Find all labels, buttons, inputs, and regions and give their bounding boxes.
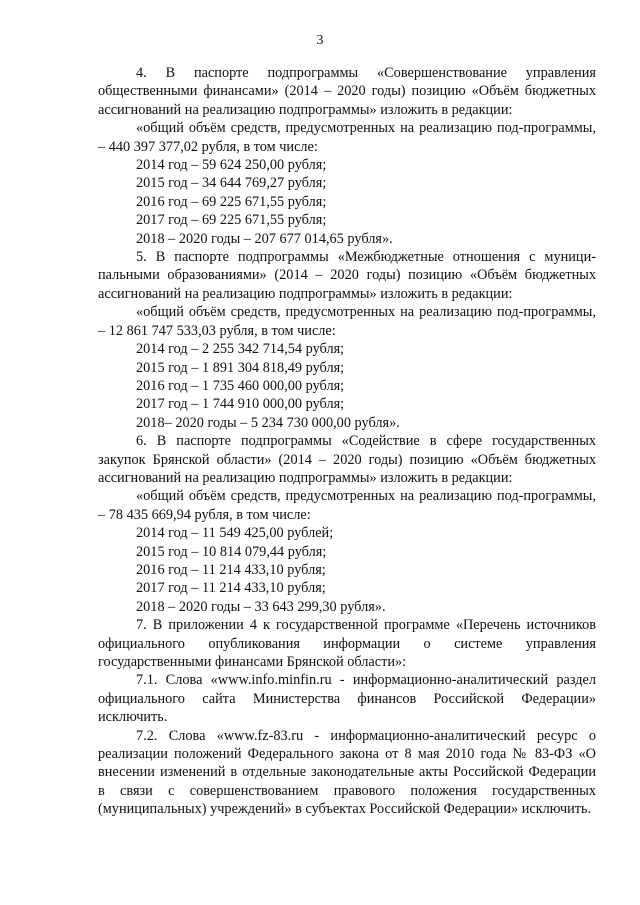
item-6-total: «общий объём средств, предусмотренных на реализацию под-программы, – 78 435 669,94 рубля, в том числе: xyxy=(98,488,596,523)
item-4-year-line: 2017 год – 69 225 671,55 рубля; xyxy=(136,212,327,229)
item-6-year-line: 2018 – 2020 годы – 33 643 299,30 рубля». xyxy=(136,598,386,615)
item-6-year-line: 2016 год – 11 214 433,10 рубля; xyxy=(136,561,326,578)
item-4-year-line: 2018 – 2020 годы – 207 677 014,65 рубля». xyxy=(136,230,393,247)
item-4-intro: 4. В паспорте подпрограммы «Совершенствование управления общественными финансами» (2014 – 2020 годы) позицию «Объём бюджетных ассигнований на реализацию подпрограммы» изложить в редакции: xyxy=(98,65,596,118)
item-5-year-line: 2015 год – 1 891 304 818,49 рубля; xyxy=(136,359,345,376)
item-6-year-line: 2014 год – 11 549 425,00 рублей; xyxy=(136,525,334,542)
item-5-year-line: 2017 год – 1 744 910 000,00 рубля; xyxy=(136,396,345,413)
item-6-year-line: 2017 год – 11 214 433,10 рубля; xyxy=(136,580,326,597)
item-7-2: 7.2. Слова «www.fz-83.ru - информационно-аналитический ресурс о реализации положений Федерального закона от 8 мая 2010 года № 83-ФЗ «О внесении изменений в отдельные законодательные акты Российской Федерации в связи с совершенствованием правового положения государственных (муниципальных) учреждений» в субъектах Российской Федерации» исключить. xyxy=(98,727,596,818)
item-7-1: 7.1. Слова «www.info.minfin.ru - информационно-аналитический раздел официального сайта Министерства финансов Российской Федерации» исключить. xyxy=(98,672,596,726)
item-7-intro: 7. В приложении 4 к государственной программе «Перечень источников официального опубликования информации о системе управления государственными финансами Брянской области»: xyxy=(98,617,596,670)
item-5-intro: 5. В паспорте подпрограммы «Межбюджетные отношения с муници-пальными образованиями» (2014 – 2020 годы) позицию «Объём бюджетных ассигнований на реализацию подпрограммы» изложить в редакции: xyxy=(98,249,596,302)
item-4-total: «общий объём средств, предусмотренных на реализацию под-программы, – 440 397 377,02 рубля, в том числе: xyxy=(98,120,596,155)
item-4-year-line: 2015 год – 34 644 769,27 рубля; xyxy=(136,175,327,192)
item-5-year-line: 2018– 2020 годы – 5 234 730 000,00 рубля». xyxy=(136,414,400,431)
item-6-year-line: 2015 год – 10 814 079,44 рубля; xyxy=(136,543,327,560)
item-5-year-line: 2016 год – 1 735 460 000,00 рубля; xyxy=(136,377,345,394)
page-number: 3 xyxy=(316,33,324,48)
item-5-year-line: 2014 год – 2 255 342 714,54 рубля; xyxy=(136,341,345,358)
item-4-year-line: 2014 год – 59 624 250,00 рубля; xyxy=(136,157,327,174)
item-6-intro: 6. В паспорте подпрограммы «Содействие в сфере государственных закупок Брянской области» (2014 – 2020 годы) позицию «Объём бюджетных ассигнований на реализацию подпрограммы» изложить в редакции: xyxy=(98,433,596,486)
document-body xyxy=(98,64,596,819)
item-5-total: «общий объём средств, предусмотренных на реализацию под-программы, – 12 861 747 533,03 рубля, в том числе: xyxy=(98,304,596,339)
item-4-year-line: 2016 год – 69 225 671,55 рубля; xyxy=(136,193,327,210)
